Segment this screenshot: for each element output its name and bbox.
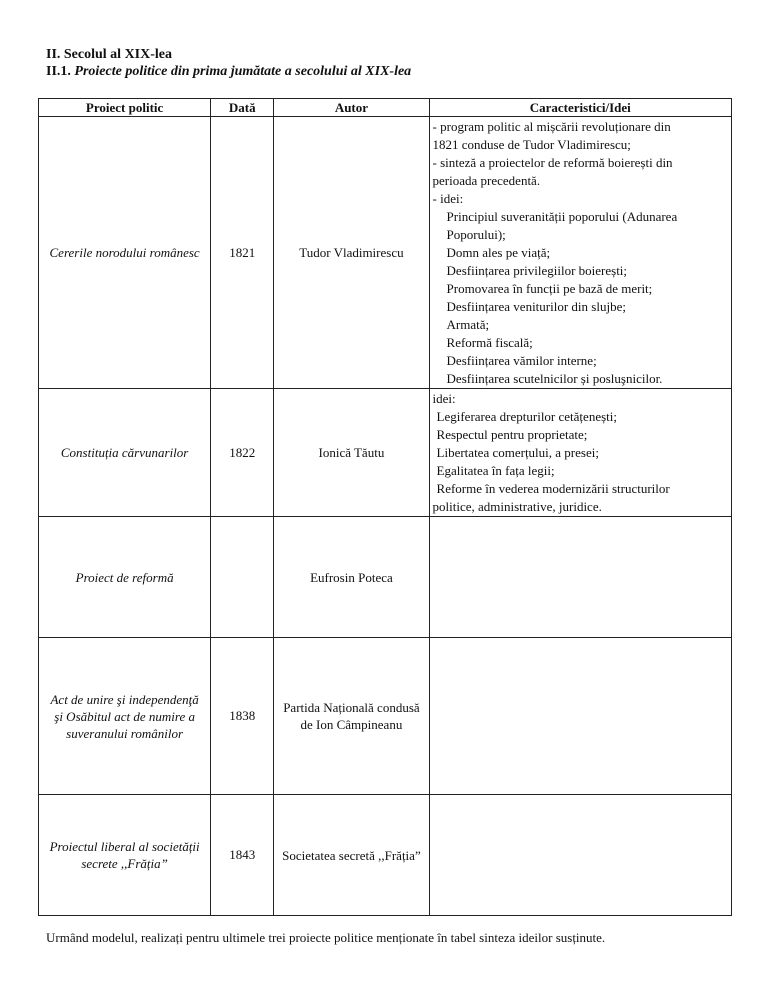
idea-line: Domn ales pe viață; (446, 245, 551, 260)
header-project: Proiect politic (39, 99, 211, 117)
author-cell: Partida Națională condusă de Ion Câmpineanu (274, 638, 429, 795)
instruction-text: Urmând modelul, realizați pentru ultimele trei proiecte politice menționate în tabel sinteza ideilor susținute. (46, 930, 606, 945)
idea-line: - sinteză a proiectelor de reformă boierești din (432, 155, 673, 170)
idea-line: Reformă fiscală; (446, 335, 533, 350)
section-title: II. Secolul al XIX-lea (46, 47, 172, 62)
author-cell: Societatea secretă ,,Frăția” (274, 795, 429, 916)
project-cell: Constituția cărvunarilor (39, 389, 211, 517)
table-row (39, 117, 732, 389)
subsection-heading (46, 63, 411, 80)
project-cell: Proiectul liberal al societății secrete ,,Frăția” (39, 795, 211, 916)
date-cell (211, 517, 274, 638)
idea-line: perioada precedentă. (432, 173, 541, 188)
idea-line: politice, administrative, juridice. (432, 499, 602, 514)
project-cell: Act de unire şi independenţă şi Osăbitul act de numire a suveranului românilor (39, 638, 211, 795)
idea-line: Desființarea privilegiilor boierești; (446, 263, 628, 278)
table-row (39, 795, 732, 916)
header-ideas: Caracteristici/Idei (429, 99, 731, 117)
subsection-title: Proiecte politice din prima jumătate a secolului al XIX-lea (74, 64, 412, 79)
idea-line: Promovarea în funcții pe bază de merit; (446, 281, 653, 296)
idea-line: Principiul suveranității poporului (Adunarea (446, 209, 678, 224)
table-header-row (39, 99, 732, 117)
idea-line: Poporului); (446, 227, 506, 242)
project-cell: Proiect de reformă (39, 517, 211, 638)
author-cell: Ionică Tăutu (274, 389, 429, 517)
table-row (39, 517, 732, 638)
date-cell: 1821 (211, 117, 274, 389)
idea-line: Desființarea scutelnicilor și posluşnicilor. (446, 371, 663, 386)
date-cell: 1843 (211, 795, 274, 916)
date-cell: 1822 (211, 389, 274, 517)
ideas-cell (429, 389, 731, 517)
idea-line: Desființarea vămilor interne; (446, 353, 597, 368)
idea-line: Respectul pentru proprietate; (436, 427, 588, 442)
idea-line: Egalitatea în fața legii; (436, 463, 555, 478)
date-cell: 1838 (211, 638, 274, 795)
idea-line: 1821 conduse de Tudor Vladimirescu; (432, 137, 631, 152)
idea-line: idei: (432, 391, 456, 406)
header-date: Dată (211, 99, 274, 117)
author-cell: Tudor Vladimirescu (274, 117, 429, 389)
idea-line: - program politic al mișcării revoluționare din (432, 119, 671, 134)
project-cell: Cererile norodului românesc (39, 117, 211, 389)
ideas-cell (429, 117, 731, 389)
idea-line: Legiferarea drepturilor cetățenești; (436, 409, 617, 424)
table-row (39, 638, 732, 795)
projects-table (38, 98, 732, 916)
ideas-cell (429, 795, 731, 916)
header-author: Autor (274, 99, 429, 117)
idea-line: Reforme în vederea modernizării structurilor (436, 481, 670, 496)
ideas-cell (429, 638, 731, 795)
table-row (39, 389, 732, 517)
idea-line: Desființarea veniturilor din slujbe; (446, 299, 626, 314)
idea-line: - idei: (432, 191, 464, 206)
ideas-cell (429, 517, 731, 638)
author-cell: Eufrosin Poteca (274, 517, 429, 638)
idea-line: Armată; (446, 317, 490, 332)
subsection-number: II.1. (46, 64, 71, 79)
idea-line: Libertatea comerțului, a presei; (436, 445, 599, 460)
